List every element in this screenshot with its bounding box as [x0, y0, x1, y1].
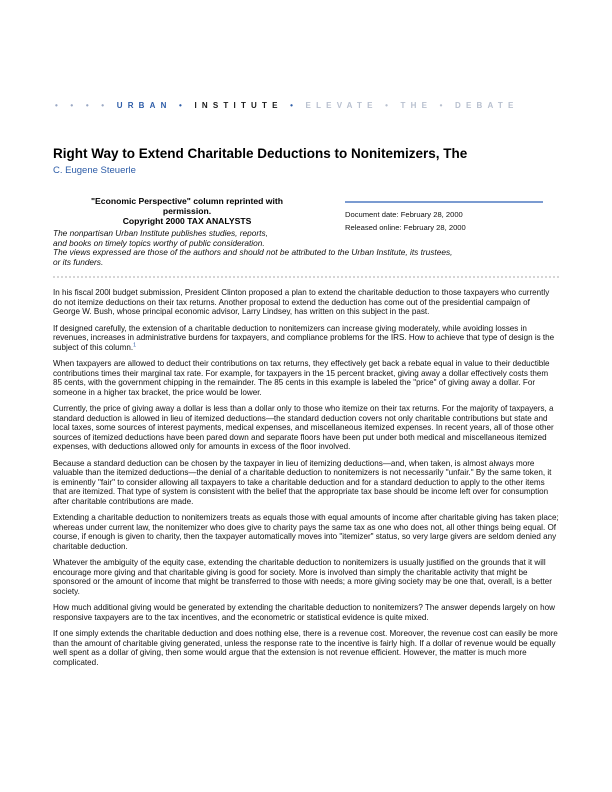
page-title: Right Way to Extend Charitable Deductions to Nonitemizers, The	[53, 146, 468, 161]
paragraph: Whatever the ambiguity of the equity case, extending the charitable deduction to nonitemizers is usually justified on the grounds that it will encourage more giving and that charitable giving is good for society. More is involved than simply the charitable activity that might be sponsored or the amount of income that might be transferred to those with needs; a more giving society may be one that, overall, is a better society.	[53, 558, 552, 596]
article-body	[53, 288, 559, 674]
paragraph	[53, 324, 559, 353]
banner-elevate: ELEVATE	[305, 101, 378, 110]
document-date: Document date: February 28, 2000	[345, 210, 463, 219]
banner-the: THE	[400, 101, 433, 110]
perspective-line: permission.	[162, 206, 212, 216]
author-link[interactable]: C. Eugene Steuerle	[53, 165, 136, 176]
institute-disclaimer	[53, 229, 553, 267]
paragraph: When taxpayers are allowed to deduct their contributions on tax returns, they effectively get back a rebate equal in value to their deductible contributions times their marginal tax rate. For example, for taxpayers in the 15 percent bracket, giving away a dollar effectively costs them 85 cents, with the government chipping in the remainder. The 85 cents in this example is labeled the "price" of giving away a dollar. For someone in a higher tax bracket, the price would be lower.	[53, 359, 550, 397]
paragraph: Extending a charitable deduction to nonitemizers treats as equals those with equal amounts of income after charitable giving has taken place; whereas under current law, the nonitemizer who does give to charity pays the same tax as one who does not, all other things being equal. Of course, if enough is given to charity, then the taxpayer automatically moves into "itemizer" status, so very large givers are seldom denied any charitable deduction.	[53, 513, 559, 551]
paragraph: Currently, the price of giving away a dollar is less than a dollar only to those who itemize on their tax returns. For the majority of taxpayers, a standard deduction is allowed in lieu of itemized deductions—the standard deduction covers not only charitable contributions but state and local taxes, some sources of interest payments, medical expenses, and miscellaneous itemized expenses. In recent years, all of those other sources of itemized deductions have been pared down and separate floors have been put under both medical and miscellaneous itemized expenses, with deductions allowed only for amounts in excess of the floor involved.	[53, 404, 554, 451]
paragraph: Because a standard deduction can be chosen by the taxpayer in lieu of itemizing deductions—and, when taken, is almost always more valuable than the itemized deductions—the denial of a charitable deduction to nonitemizers is not necessarily "unfair." By the same token, it is eminently "fair" to consider allowing all taxpayers to take a charitable deduction and for a standard deduction to apply to the other items that are itemized. That type of system is consistent with the belief that the appropriate tax base should be income left over for consumption after charitable contributions are made.	[53, 458, 552, 506]
banner-separator: •	[179, 101, 188, 110]
doc-info-rule	[345, 201, 543, 203]
banner-separator: •	[439, 101, 448, 110]
banner-urban: URBAN	[116, 101, 172, 110]
paragraph: How much additional giving would be generated by extending the charitable deduction to nonitemizers? The answer depends largely on how responsive taxpayers are to the tax incentives, and the econometric or statistical evidence is quite mixed.	[53, 603, 555, 622]
dotted-divider	[53, 276, 559, 278]
disclaimer-line: and books on timely topics worthy of public consideration.	[53, 237, 265, 248]
disclaimer-line: or its funders.	[53, 256, 104, 267]
banner-separator: •	[290, 101, 299, 110]
disclaimer-line: The views expressed are those of the authors and should not be attributed to the Urban Institute, its trustees,	[53, 247, 453, 258]
footnote-link[interactable]: 1	[133, 341, 137, 348]
disclaimer-line: The nonpartisan Urban Institute publishes studies, reports,	[53, 228, 268, 238]
paragraph: In his fiscal 200l budget submission, President Clinton proposed a plan to extend the charitable deduction to those taxpayers who currently do not itemize deductions on their tax returns. Another proposal to extend the deduction has come out of the presidential campaign of George W. Bush, whose principal economic advisor, Larry Lindsey, has written on this subject in the past.	[53, 288, 550, 316]
paragraph-text: If designed carefully, the extension of a charitable deduction to nonitemizers can increase giving moderately, while avoiding losses in revenues, increases in administrative burdens for taxpayers, and compliance problems for the IRS. How to achieve that type of design is the subject of this column.	[53, 323, 555, 352]
paragraph: If one simply extends the charitable deduction and does nothing else, there is a revenue cost. Moreover, the revenue cost can easily be more than the amount of charitable giving generated, unless the response rate to the incentive is fairly high. If a dollar of revenue would be equally well spent as a dollar of giving, then some would argue that the extension is not revenue efficient. However, the matter is much more complicated.	[53, 629, 558, 667]
copyright-line: Copyright 2000 TAX ANALYSTS	[122, 216, 252, 226]
perspective-note	[64, 196, 310, 226]
banner-debate: DEBATE	[455, 101, 519, 110]
banner-dots: • • • •	[55, 101, 110, 110]
banner-separator: •	[385, 101, 394, 110]
banner-institute: INSTITUTE	[194, 101, 283, 110]
released-date: Released online: February 28, 2000	[345, 222, 466, 232]
perspective-line: "Economic Perspective" column reprinted with	[90, 196, 283, 206]
site-banner	[55, 101, 555, 110]
